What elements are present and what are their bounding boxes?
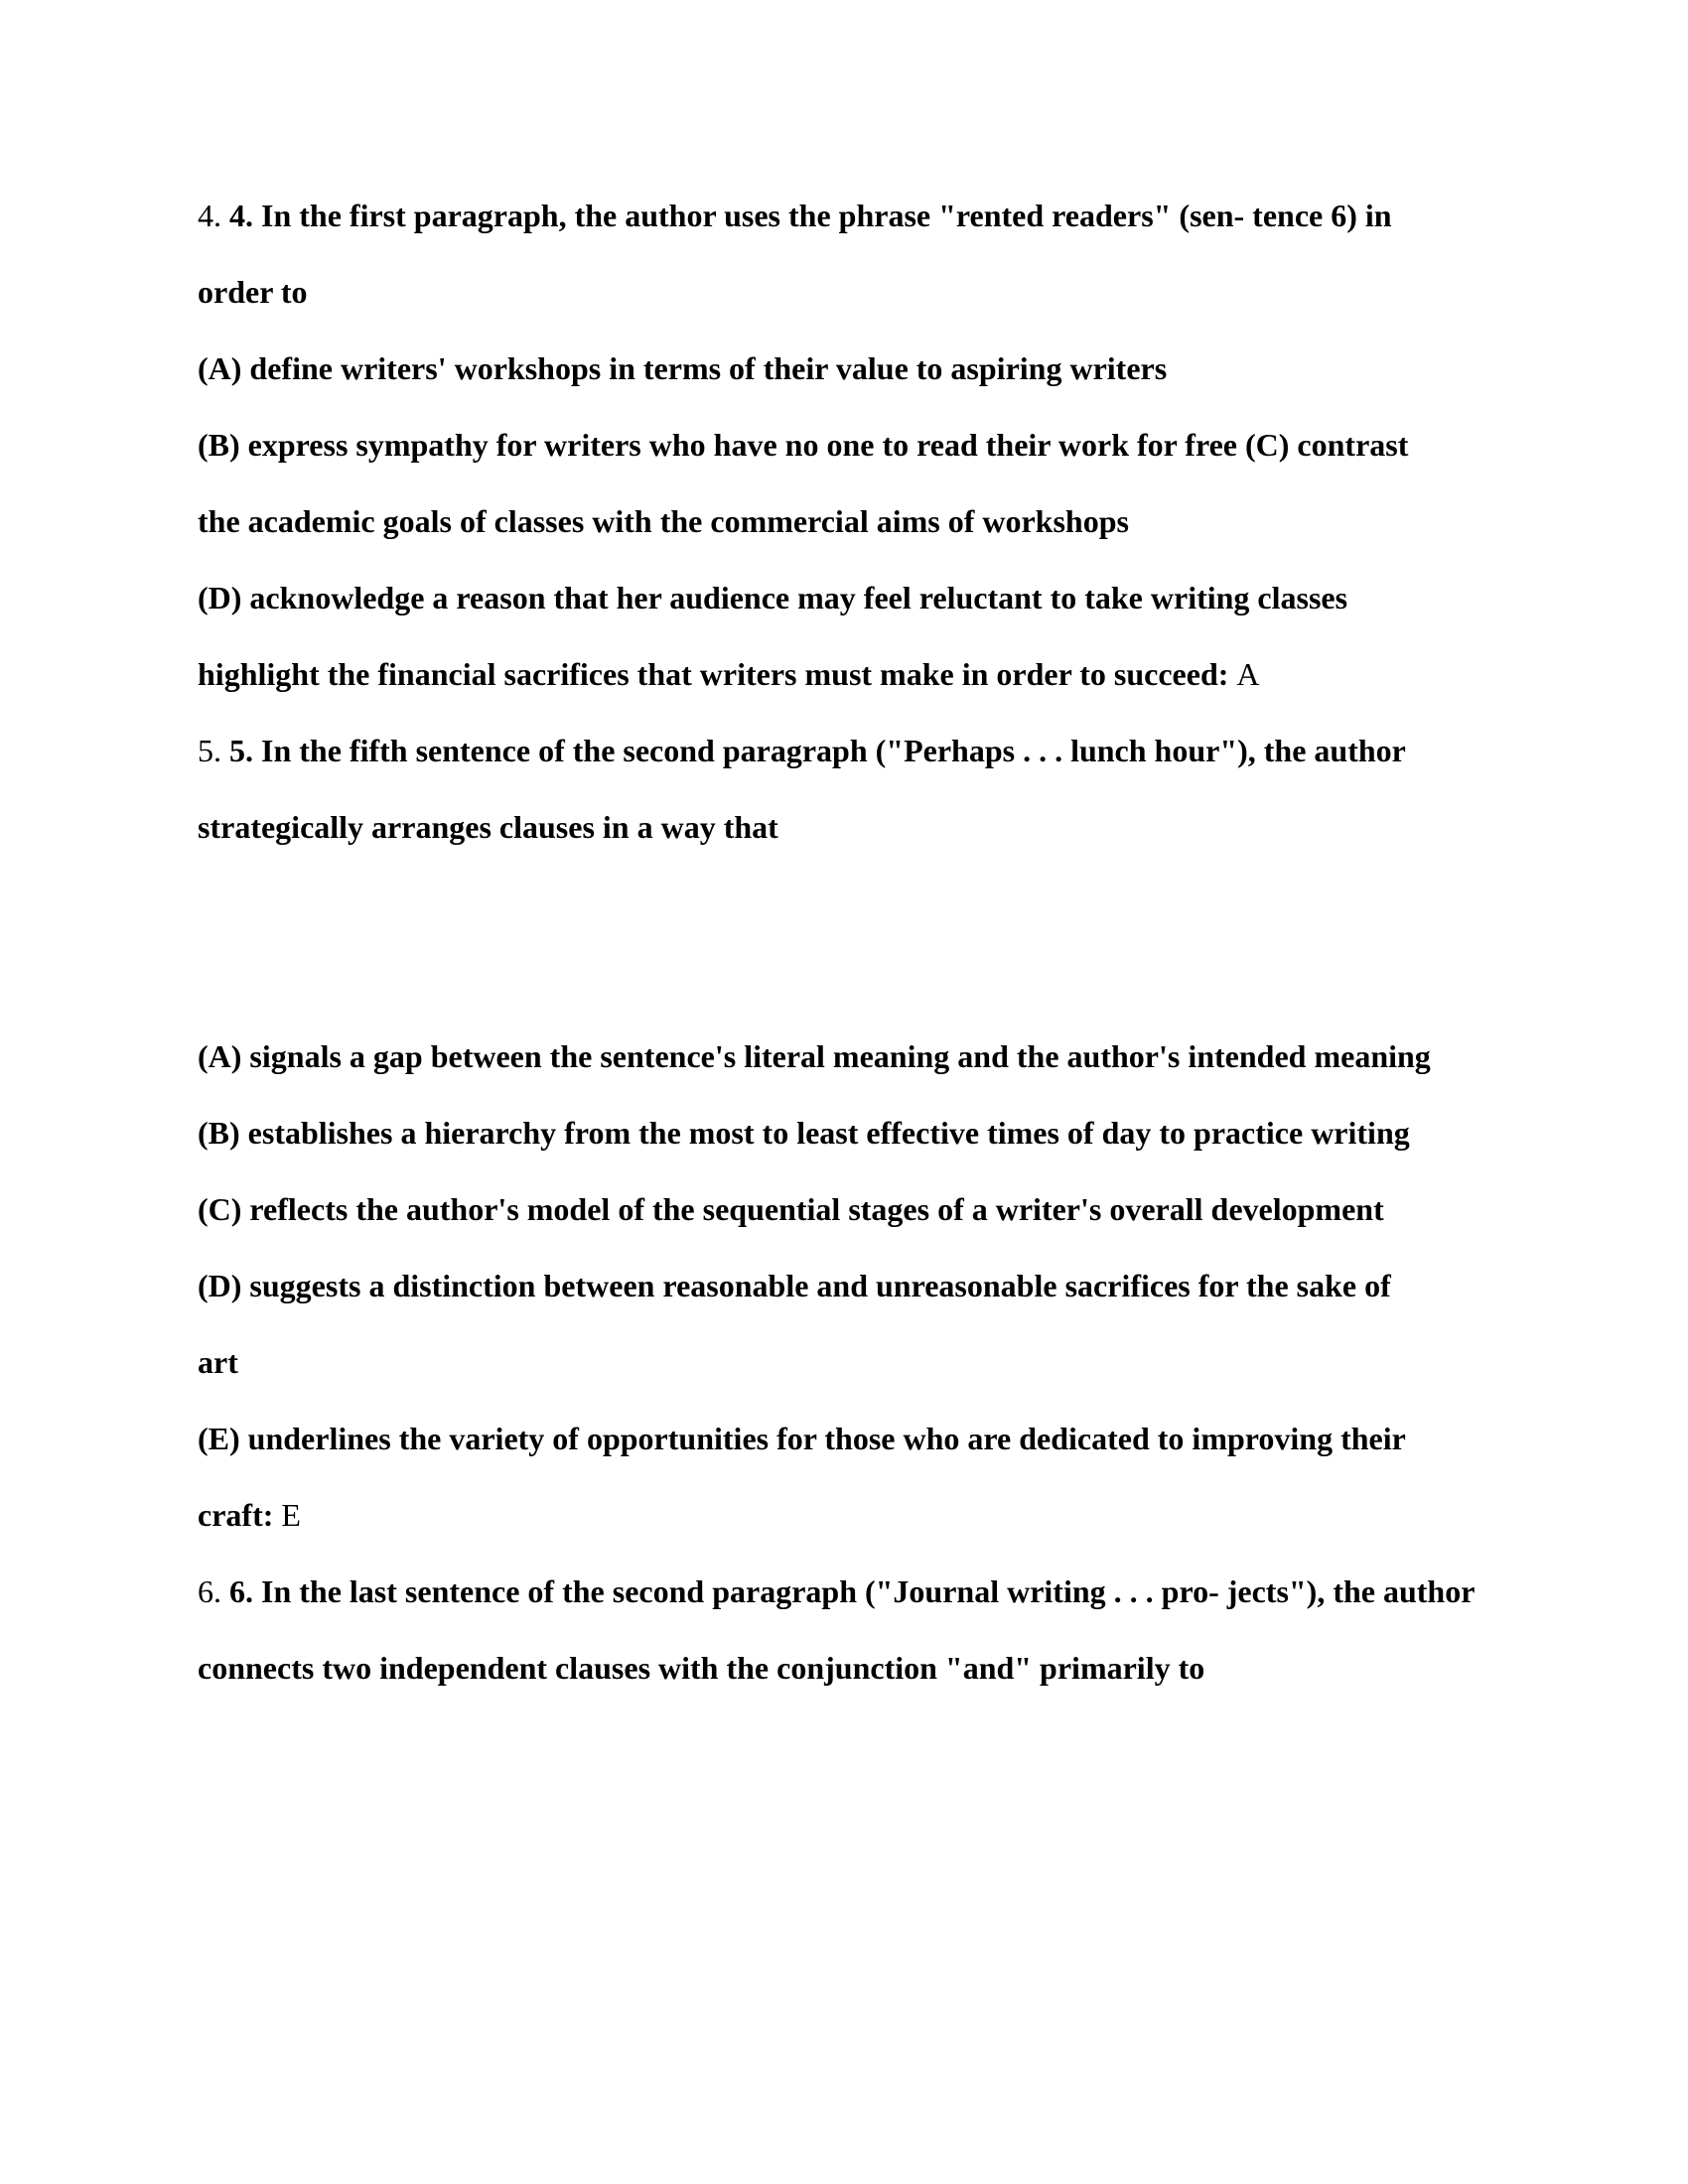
question-5-text-1: 5. In the fifth sentence of the second paragraph ("Perhaps . . . lunch hour"), the author: [229, 733, 1406, 768]
question-4-number: 4.: [198, 198, 221, 233]
question-5-line-2: strategically arranges clauses in a way that: [198, 809, 778, 845]
question-4-option-b: (B) express sympathy for writers who have no one to read their work for free (C) contrast: [198, 427, 1409, 463]
question-5-answer: E: [281, 1497, 301, 1533]
question-5-final-line: [198, 1495, 301, 1535]
question-4-option-a: (A) define writers' workshops in terms of their value to aspiring writers: [198, 350, 1168, 386]
question-5-line-1: [198, 731, 1406, 770]
question-5-option-b: (B) establishes a hierarchy from the most to least effective times of day to practice writing: [198, 1115, 1410, 1151]
question-6-text-1: 6. In the last sentence of the second paragraph ("Journal writing . . . pro- jects"), the author: [229, 1573, 1476, 1609]
question-5-option-d-cont: art: [198, 1344, 238, 1380]
question-4-final-line: [198, 654, 1260, 694]
question-5-option-a: (A) signals a gap between the sentence's literal meaning and the author's intended meaning: [198, 1038, 1431, 1074]
question-4-line-1: [198, 196, 1392, 235]
question-4-option-d: (D) acknowledge a reason that her audience may feel reluctant to take writing classes: [198, 580, 1348, 615]
question-5-option-e: (E) underlines the variety of opportunities for those who are dedicated to improving their: [198, 1421, 1406, 1456]
question-4-option-c-cont: the academic goals of classes with the commercial aims of workshops: [198, 503, 1129, 539]
question-5-option-d: (D) suggests a distinction between reasonable and unreasonable sacrifices for the sake of: [198, 1268, 1391, 1303]
question-6-number: 6.: [198, 1573, 221, 1609]
question-4-answer: A: [1236, 656, 1260, 692]
question-5-option-c: (C) reflects the author's model of the sequential stages of a writer's overall development: [198, 1191, 1384, 1227]
question-6-line-2: connects two independent clauses with the conjunction "and" primarily to: [198, 1650, 1205, 1686]
question-4-line-2: order to: [198, 274, 308, 310]
question-4-final-text: highlight the financial sacrifices that writers must make in order to succeed:: [198, 656, 1229, 692]
question-6-line-1: [198, 1571, 1475, 1611]
question-4-text-1: 4. In the first paragraph, the author uses the phrase "rented readers" (sen- tence 6) in: [229, 198, 1392, 233]
question-5-final-text: craft:: [198, 1497, 274, 1533]
question-5-number: 5.: [198, 733, 221, 768]
